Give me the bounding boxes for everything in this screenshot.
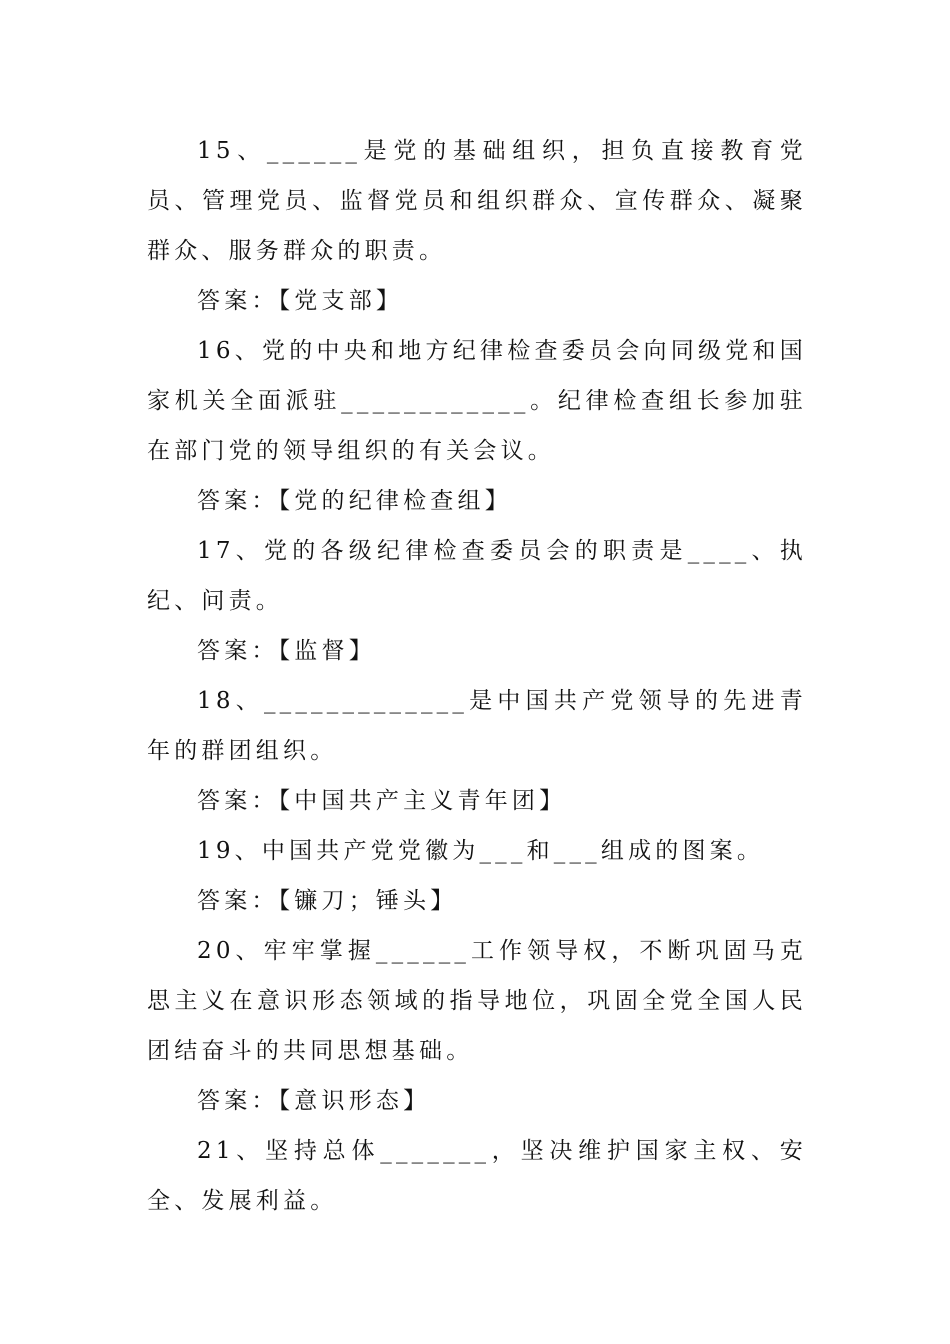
answer-20: 答案：【意识形态】 [197, 1088, 431, 1114]
answer-15: 答案：【党支部】 [197, 288, 404, 314]
answer-16: 答案：【党的纪律检查组】 [197, 488, 512, 514]
question-19: 19、中国共产党党徽为___和___组成的图案。 [197, 838, 765, 864]
question-21: 21、坚持总体_______，坚决维护国家主权、安全、发展利益。 [147, 1138, 807, 1214]
question-20: 20、牢牢掌握______工作领导权，不断巩固马克思主义在意识形态领域的指导地位，巩固全党全国人民团结奋斗的共同思想基础。 [147, 938, 807, 1064]
question-15: 15、______是党的基础组织，担负直接教育党员、管理党员、监督党员和组织群众、宣传群众、凝聚群众、服务群众的职责。 [147, 138, 807, 264]
answer-18: 答案：【中国共产主义青年团】 [197, 788, 567, 814]
question-17: 17、党的各级纪律检查委员会的职责是____、执纪、问责。 [147, 538, 807, 614]
question-16: 16、党的中央和地方纪律检查委员会向同级党和国家机关全面派驻____________。纪律检查组长参加驻在部门党的领导组织的有关会议。 [147, 338, 807, 464]
question-18: 18、_____________是中国共产党领导的先进青年的群团组织。 [147, 688, 807, 764]
document-page [147, 126, 807, 1226]
answer-19: 答案：【镰刀；锤头】 [197, 888, 458, 914]
answer-17: 答案：【监督】 [197, 638, 376, 664]
